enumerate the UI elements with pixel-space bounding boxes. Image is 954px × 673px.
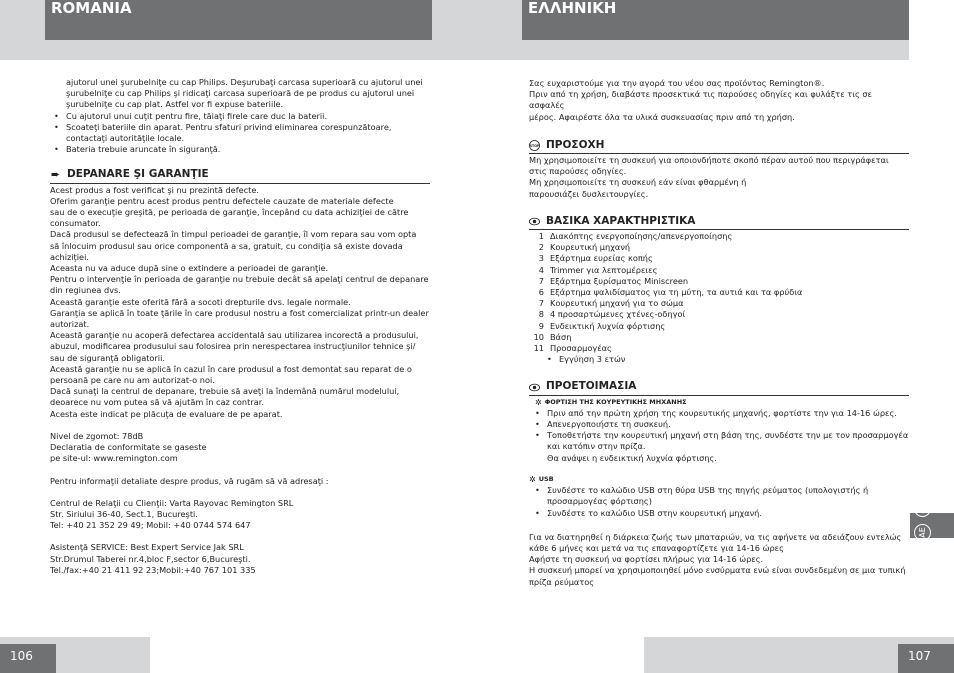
- subsection-usb: ✲ USB: [529, 474, 554, 484]
- left-column: [50, 77, 430, 576]
- tab-ro[interactable]: RO: [914, 428, 931, 445]
- info-text: Pentru informaţii detaliate despre produs, vă rugăm să vă adresaţi :: [50, 475, 329, 486]
- list-item: • Τοποθετήστε την κουρευτική μηχανή στη βάση της, συνδέστε την με τον προσαρμογέα και κατόπιν στην πρίζα. Θα ανάψει η ενδεικτική λυχνία φόρτισης.: [535, 430, 909, 464]
- right-column: [529, 78, 909, 588]
- eye-icon: [529, 382, 540, 393]
- usb-bullets: [529, 485, 909, 519]
- list-item: 11 Προσαρμογέας: [533, 343, 612, 354]
- caution-text: Μη χρησιμοποιείτε τη συσκευή για οποιονδήποτε σκοπό πέραν αυτού που περιγράφεται στις παρούσες οδηγίες. Μη χρησιμοποιείτε τη συσκευή εάν είναι φθαρμένη ή παρουσιάζει δυσλειτουργίες.: [529, 155, 889, 199]
- right-header-title: ΕΛΛΗΝΙΚΗ: [522, 0, 909, 40]
- tab-tr[interactable]: TR: [914, 404, 931, 421]
- customer-center: Centrul de Relaţii cu Clienţii: Varta Rayovac Remington SRL Str. Siriului 36-40, Sect.1, Bucureşti. Tel: +40 21 352 29 49; Mobil: +40 0744 574 647: [50, 497, 294, 531]
- list-item: 10 Βάση: [533, 331, 572, 342]
- list-item: • Συνδέστε το καλώδιο USB στην κουρευτική μηχανή.: [535, 508, 909, 519]
- list-item: 2 Κουρευτική μηχανή: [538, 242, 631, 253]
- section-title: DEPANARE ŞI GARANŢIE: [67, 168, 209, 181]
- left-header-title: ROMANIA: [45, 0, 432, 40]
- tab-sk[interactable]: SK: [914, 285, 931, 302]
- features-list: [529, 231, 909, 354]
- language-tabs: [909, 46, 936, 548]
- tab-dk[interactable]: DK: [914, 189, 931, 206]
- tab-f[interactable]: F: [914, 118, 931, 135]
- list-item: • Cu ajutorul unui cuţit pentru fire, tăiaţi firele care duc la baterii.: [54, 111, 430, 122]
- right-intro: Σας ευχαριστούμε για την αγορά του νέου σας προϊόντος Remington®. Πριν από τη χρήση, διαβάστε προσεκτικά τις παρούσες οδηγίες και φυλάξτε τις σε ασφαλές μέρος. Αφαιρέστε όλα τα υλικά συσκευασίας πριν από τη χρήση.: [529, 78, 872, 122]
- section-features: [529, 216, 909, 230]
- sun-icon: ✲: [529, 474, 536, 484]
- tab-fin[interactable]: FIN: [914, 237, 931, 254]
- list-item: 4 Trimmer για λεπτομέρειες: [538, 264, 658, 275]
- list-item: 3 Εξάρτημα ευρείας κοπής: [538, 253, 653, 264]
- stop-icon: [529, 140, 540, 151]
- list-item: 1 Διακόπτης ενεργοποίησης/απενεργοποίησης: [538, 231, 733, 242]
- subsection-charging: ✲ ΦΟΡΤΙΣΗ ΤΗΣ ΚΟΥΡΕΥΤΙΚΗΣ ΜΗΧΑΝΗΣ: [535, 397, 687, 407]
- list-item: • Εγγύηση 3 ετών: [547, 354, 909, 365]
- section-title: ΠΡΟΕΤΟΙΜΑΣΙΑ: [546, 380, 637, 393]
- list-item: • Bateria trebuie aruncate în siguranţă.: [54, 144, 430, 155]
- page-number-left: 106: [0, 644, 56, 673]
- tab-d[interactable]: D: [914, 70, 931, 87]
- tab-e[interactable]: E: [914, 142, 931, 159]
- sun-icon: ✲: [535, 397, 542, 407]
- tab-pl[interactable]: PL: [914, 333, 931, 350]
- warranty-text: Acest produs a fost verificat şi nu prezintă defecte. Oferim garanţie pentru acest produs pentru defectele cauzate de materiale defecte sau de o execuţie greşită, pe perioada de garanţie, începând cu data achiziţiei de către consumator. Dacă produsul se defectează în timpul perioadei de garanţie, îl vom repara sau vom opta să înlocuim produsul sau orice componentă a sa, gratuit, cu condiţia să existe dovada achiziţiei. Aceasta nu va aduce după sine o extindere a perioadei de garanţie. Pentru o intervenţie în perioada de garanţie nu trebuie decât să apelaţi centrul de depanare din regiunea dvs. Această garanţie este oferită fără a socoti drepturile dvs. legale normale. Garanţia se aplică în toate ţările în care produsul nostru a fost comercializat printr-un dealer autorizat. Această garanţie nu acoperă defectarea accidentală sau utilizarea incorectă a produsului, abuzul, modificarea produsului sau folosirea prin nerespectarea instrucţiunilor tehnice şi/ sau de siguranţă obligatorii. Această garanţie nu se aplică în cazul în care produsul a fost demontat sau reparat de o persoană pe care nu am autorizat-o noi. Dacă sunaţi la centrul de depanare, trebuie să aveţi la îndemână numărul modelului, deoarece nu vom putea să vă ajutăm în caz contrar. Acesta este indicat pe plăcuţa de evaluare de pe aparat.: [50, 184, 429, 419]
- section-caution: [529, 140, 909, 154]
- section-depanare: [50, 169, 430, 183]
- list-item: • Συνδέστε το καλώδιο USB στη θύρα USB της πηγής ρεύματος (υπολογιστής ή προσαρμογέας φόρτισης): [535, 485, 909, 507]
- features-bullets: [529, 354, 909, 365]
- list-item: • Απενεργοποιήστε τη συσκευή.: [535, 419, 909, 430]
- service-center: Asistenţă SERVICE: Best Expert Service Jak SRL Str.Drumul Taberei nr.4,bloc F,sector 6,Bucureşti. Tel./fax:+40 21 411 92 23;Mobil:+40 767 101 335: [50, 542, 256, 575]
- list-item: 7 Κουρευτική μηχανή για το σώμα: [538, 298, 684, 309]
- tab-ae[interactable]: AE: [914, 524, 931, 541]
- left-bullets: [50, 111, 430, 156]
- eye-icon: [529, 216, 540, 227]
- tab-ru[interactable]: RU: [914, 380, 931, 397]
- list-item: • Πριν από την πρώτη χρήση της κουρευτικής μηχανής, φορτίστε την για 14-16 ώρες.: [535, 408, 909, 419]
- list-item: 9 Ενδεικτική λυχνία φόρτισης: [538, 320, 666, 331]
- charging-bullets: [529, 408, 909, 464]
- arrow-right-icon: ➨: [50, 168, 61, 182]
- tab-p[interactable]: P: [914, 261, 931, 278]
- tab-arabic[interactable]: عربي: [914, 500, 931, 517]
- list-item: 6 Εξάρτημα ψαλιδίσματος για τη μύτη, τα αυτιά και τα φρύδια: [538, 287, 803, 298]
- page-number-right: 107: [898, 644, 954, 673]
- list-item: • Scoateţi bateriile din aparat. Pentru sfaturi privind eliminarea corespunzătoare, contactaţi autorităţile locale.: [54, 122, 430, 144]
- tab-i[interactable]: I: [914, 165, 931, 182]
- tab-s[interactable]: S: [914, 213, 931, 230]
- left-intro: ajutorul unei şurubelniţe cu cap Philips. Deşurubaţi carcasa superioară cu ajutorul unei şurubelniţe cu cap Philips şi ridicaţi carcasa superioară de pe produs cu ajutorul unei şurubelniţe cu cap plat. Astfel vor fi expuse bateriile.: [66, 77, 423, 110]
- list-item: 8 4 προσαρτώμενες χτένες-οδηγοί: [538, 309, 686, 320]
- section-title: ΒΑΣΙΚΑ ΧΑΡΑΚΤΗΡΙΣΤΙΚΑ: [546, 214, 696, 227]
- svg-text:STOP: STOP: [529, 143, 540, 148]
- battery-text: Για να διατηρηθεί η διάρκεια ζωής των μπαταριών, να τις αφήνετε να αδειάζουν εντελώς κάθε 6 μήνες και μετά να τις επαναφορτίζετε για 14-16 ώρες Αφήστε τη συσκευή να φορτίσει πλήρως για 14-16 ώρες. Η συσκευή μπορεί να χρησιμοποιηθεί μόνο ενσύρματα ενώ είναι συνδεδεμένη σε μια τυπική πρίζα ρεύματος: [529, 531, 906, 587]
- list-item: 7 Εξάρτημα ξυρίσματος Miniscreen: [538, 275, 689, 286]
- tab-gr[interactable]: GR: [914, 452, 931, 469]
- tab-nl[interactable]: NL: [914, 94, 931, 111]
- tab-cz[interactable]: CZ: [914, 309, 931, 326]
- tab-sl[interactable]: SL: [914, 476, 931, 493]
- tab-gb[interactable]: GB: [914, 46, 931, 63]
- section-preparation: [529, 381, 909, 395]
- section-title: ΠΡΟΣΟΧΗ: [546, 138, 605, 151]
- tab-h[interactable]: H: [914, 357, 931, 374]
- noise-text: Nivel de zgomot: 78dB Declaratia de conformitate se gaseste pe site-ul: www.remington.com: [50, 430, 207, 464]
